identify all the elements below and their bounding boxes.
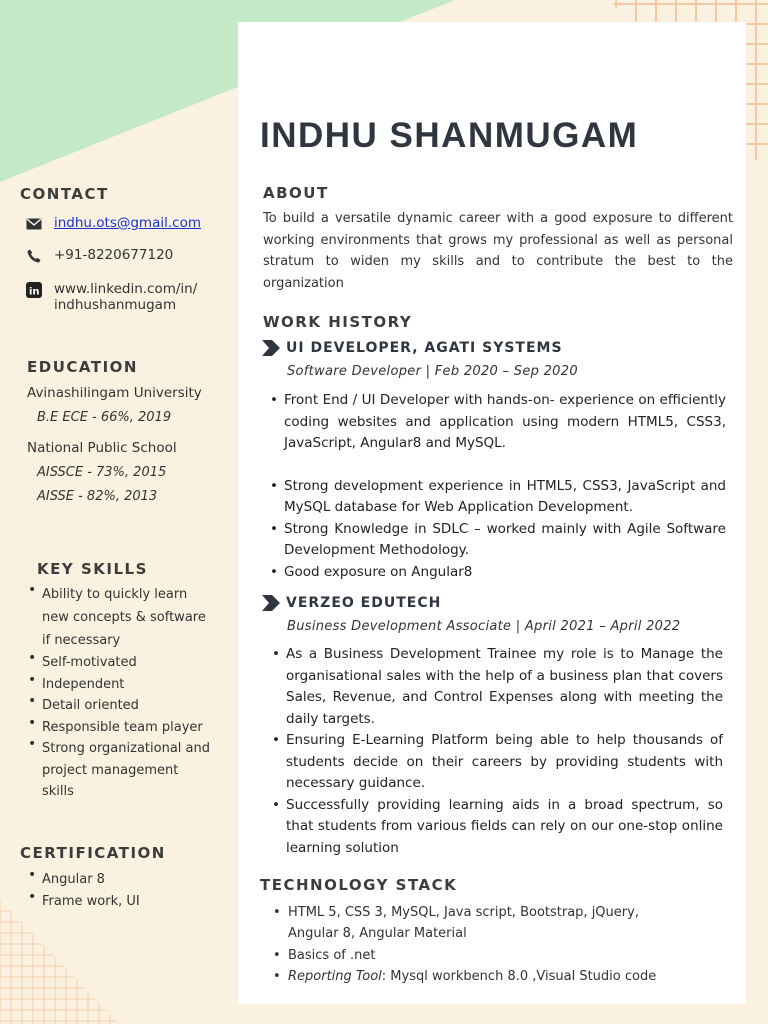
- job-bullet: • Strong Knowledge in SDLC – worked mainly with Agile Software Development Methodology.: [266, 519, 726, 562]
- certification-heading: CERTIFICATION: [20, 844, 166, 862]
- reporting-tool-value: : Mysql workbench 8.0 ,Visual Studio code: [381, 968, 657, 984]
- certification-list: [26, 869, 206, 912]
- certification-item: • Frame work, UI: [26, 891, 206, 913]
- certification-item: • Angular 8: [26, 869, 206, 891]
- linkedin-url[interactable]: [54, 281, 197, 313]
- linkedin-url-line-1: www.linkedin.com/in/: [54, 281, 198, 297]
- education-heading: EDUCATION: [27, 358, 138, 376]
- reporting-tool-label: Reporting Tool: [288, 968, 382, 984]
- linkedin-icon: [26, 282, 42, 298]
- job-1-title: UI DEVELOPER, AGATI SYSTEMS: [286, 340, 563, 356]
- candidate-name: INDHU SHANMUGAM: [260, 116, 639, 155]
- job-2-subtitle: Business Development Associate | April 2021 – April 2022: [287, 619, 681, 634]
- contact-heading: CONTACT: [20, 185, 109, 203]
- skills-list: [26, 583, 211, 803]
- skill-item: • Detail oriented: [26, 695, 211, 717]
- job-2-bullets: [268, 644, 723, 859]
- education-detail-1: B.E ECE - 66%, 2019: [37, 410, 172, 425]
- education-detail-3: AISSE - 82%, 2013: [37, 489, 158, 504]
- education-school-1: Avinashilingam University: [27, 385, 202, 401]
- svg-text:in: in: [29, 286, 40, 298]
- skill-item: • Independent: [26, 674, 211, 696]
- chevron-right-icon: [262, 340, 280, 356]
- job-bullet: • Front End / UI Developer with hands-on- experience on efficiently coding websites and application using modern HTML5, CSS3, JavaScript, Angular8 and MySQL.: [266, 390, 726, 455]
- tech-item-reporting: [270, 966, 660, 987]
- tech-stack-list: [270, 902, 660, 987]
- skill-item: • Responsible team player: [26, 717, 211, 739]
- contact-phone-row: [26, 247, 173, 264]
- contact-linkedin-row: [26, 281, 197, 313]
- skill-item: • Self-motivated: [26, 652, 211, 674]
- job-bullet: • Successfully providing learning aids in a broad spectrum, so that students from various fields can rely on our one-stop online learning solution: [268, 795, 723, 860]
- contact-email-row: [26, 215, 201, 232]
- tech-item: • Basics of .net: [270, 945, 660, 966]
- phone-icon: [26, 248, 42, 264]
- job-bullet: • As a Business Development Trainee my role is to Manage the organisational sales with the help of a business plan that covers Sales, Revenue, and Control Expenses along with meeting the daily targets.: [268, 644, 723, 730]
- about-heading: ABOUT: [263, 184, 329, 202]
- tech-stack-heading: TECHNOLOGY STACK: [260, 876, 458, 894]
- skill-item: • Ability to quickly learn new concepts & software if necessary: [26, 583, 211, 652]
- job-1-subtitle: Software Developer | Feb 2020 – Sep 2020: [287, 364, 578, 379]
- skill-item: • Strong organizational and project management skills: [26, 738, 211, 803]
- chevron-right-icon: [262, 595, 280, 611]
- job-1-bullets: [266, 390, 726, 583]
- tech-item: • HTML 5, CSS 3, MySQL, Java script, Bootstrap, jQuery, Angular 8, Angular Material: [270, 902, 660, 945]
- linkedin-url-line-2: indhushanmugam: [54, 297, 177, 313]
- skills-heading: KEY SKILLS: [37, 560, 148, 578]
- email-link[interactable]: indhu.ots@gmail.com: [54, 215, 201, 231]
- job-bullet: • Strong development experience in HTML5, CSS3, JavaScript and MySQL database for Web Application Development.: [266, 476, 726, 519]
- job-bullet: • Ensuring E-Learning Platform being able to help thousands of students decide on their careers by providing students with necessary guidance.: [268, 730, 723, 795]
- job-bullet: • Good exposure on Angular8: [266, 562, 726, 584]
- phone-number: +91-8220677120: [54, 247, 174, 263]
- mail-icon: [26, 216, 42, 232]
- work-history-heading: WORK HISTORY: [263, 313, 413, 331]
- education-school-2: National Public School: [27, 440, 177, 456]
- education-detail-2: AISSCE - 73%, 2015: [37, 465, 167, 480]
- job-1-title-row: [262, 340, 563, 356]
- about-text: To build a versatile dynamic career with a good exposure to different working environments that grows my professional as well as personal stratum to widen my skills and to contribute the best to the organization: [263, 211, 733, 292]
- bottom-left-grid-pattern: [0, 900, 120, 1024]
- job-2-title-row: [262, 595, 441, 611]
- job-2-title: VERZEO EDUTECH: [286, 595, 442, 611]
